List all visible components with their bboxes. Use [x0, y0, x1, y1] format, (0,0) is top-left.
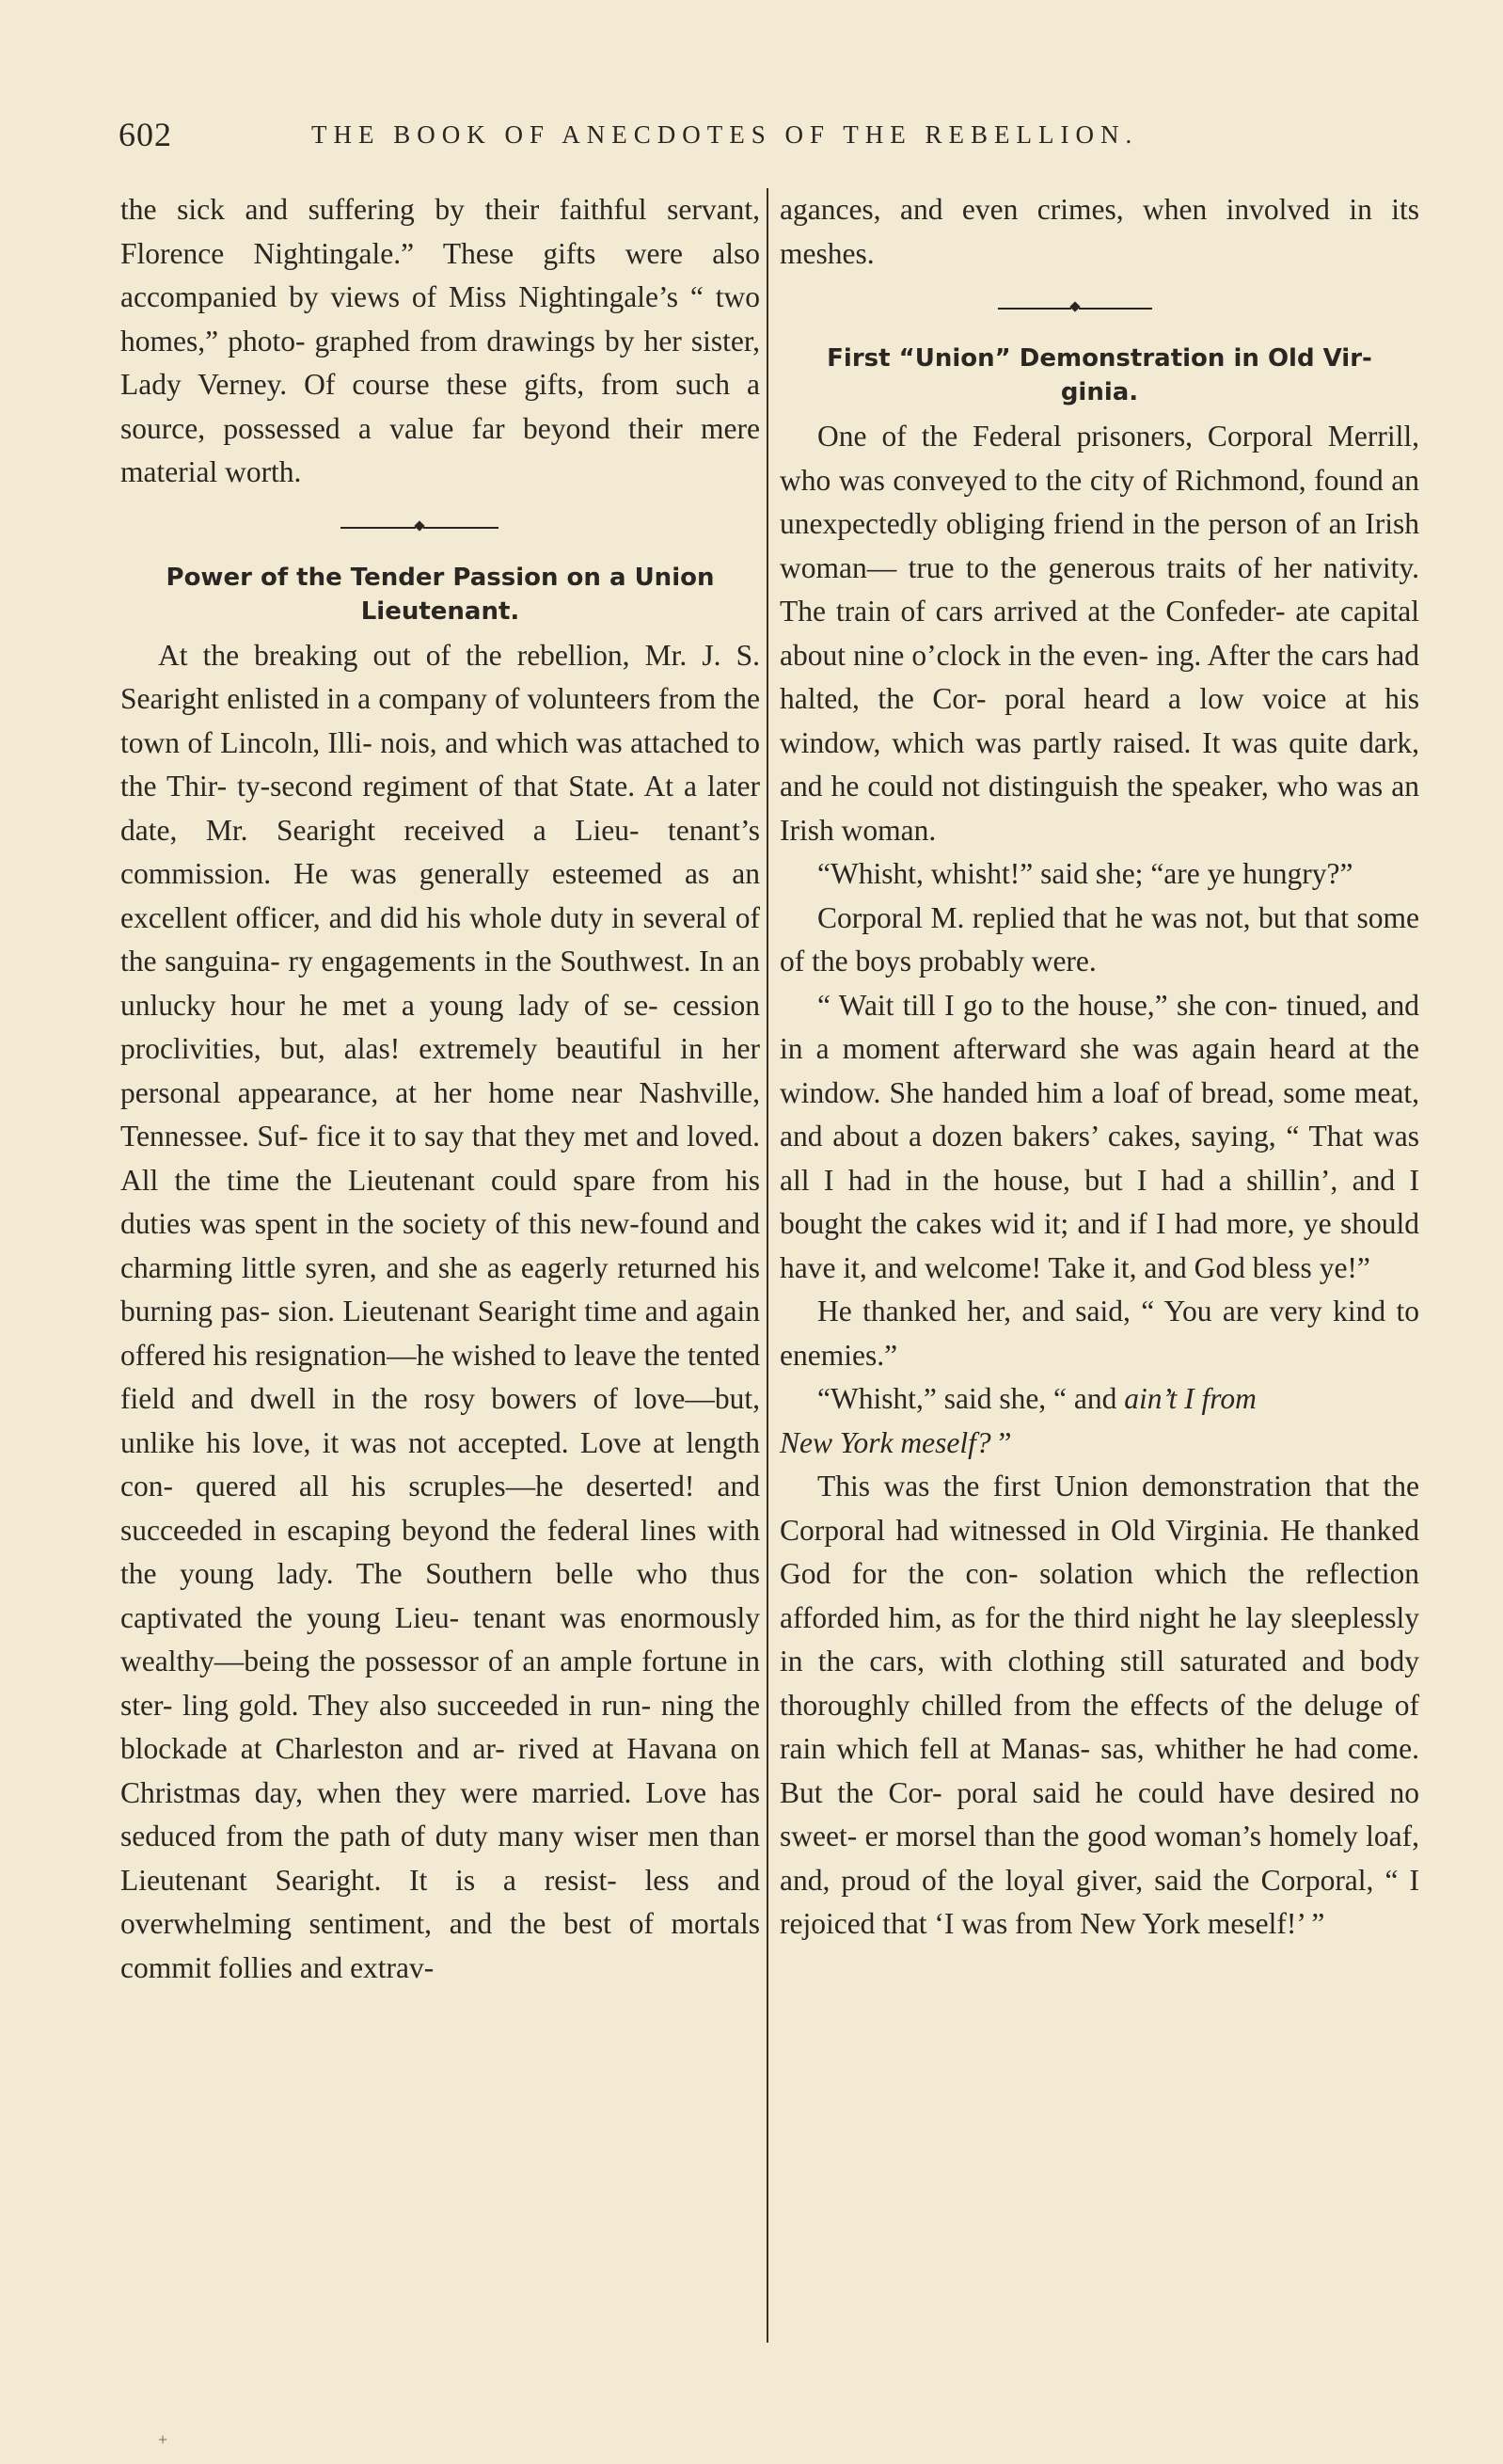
text-line: of the deluge of rain which fell at Manas- [780, 1688, 1419, 1765]
left-column [120, 188, 760, 1990]
page-number: 602 [119, 116, 172, 153]
text-line: volunteers from the town of Lincoln, Illi- [120, 682, 761, 759]
paragraph [780, 1465, 1419, 1947]
text-line: “ Wait till I go to the house,” she con- [817, 988, 1278, 1022]
text-line: her home near Nashville, Tennessee. Suf- [120, 1075, 761, 1153]
text-line: One of the Federal prisoners, Corporal [817, 420, 1313, 453]
text-line: cession proclivities, but, alas! extremely [120, 988, 761, 1065]
text-line: ning the blockade at Charleston and ar- [120, 1688, 761, 1765]
running-head: THE BOOK OF ANECDOTES OF THE REBELLION. [311, 120, 1139, 149]
text-line: ling gold. They also succeeded in run- [182, 1688, 652, 1722]
text-line: fice it to say that they met and loved. All [120, 1120, 761, 1197]
text-line: Corporal, “ I rejoiced that ‘I was from New [780, 1863, 1419, 1940]
paragraph [120, 188, 760, 495]
paragraph [120, 634, 760, 1991]
text-line: later date, Mr. Searight received a Lieu- [120, 770, 761, 847]
text-run: ” [990, 1425, 1012, 1459]
text-line: offered his resignation—he wished to leave [120, 1338, 637, 1372]
text-line: “Whisht, whisht!” said she; “are ye [817, 857, 1236, 890]
text-line: esteemed as an excellent officer, and did [120, 857, 760, 934]
text-line: was not accepted. Love at length con- [120, 1425, 761, 1502]
text-line: the tented field and dwell in the rosy [120, 1338, 761, 1415]
heading-line: First “Union” Demonstration in Old Vir- [827, 344, 1372, 373]
anecdote-heading [780, 342, 1419, 409]
text-line: quered all his scruples—he deserted! and [196, 1470, 760, 1502]
text-line: lines with the young lady. The Southern [120, 1513, 761, 1590]
text-line: Miss Nightingale’s “ two homes,” photo- [120, 280, 761, 358]
text-line: The train of cars arrived at the Confeder- [780, 595, 1286, 628]
text-line: ty-second regiment of that State. At a [237, 770, 697, 803]
text-line: unlucky hour he met a young lady of se- [120, 988, 658, 1022]
text-line: poral said he could have desired no sweet- [780, 1775, 1420, 1852]
text-line: was again heard at the window. She [780, 1032, 1420, 1109]
text-line: in its meshes. [780, 193, 1420, 270]
heading-line: Power of the Tender Passion on a Union [166, 563, 715, 592]
text-line: Verney. Of course these gifts, from such [198, 368, 731, 401]
text-line: beautiful in her personal appearance, at [120, 1032, 760, 1109]
text-line: his duties was spent in the society of this [120, 1163, 761, 1240]
paragraph [780, 984, 1419, 1291]
stray-print-mark: + [158, 2430, 168, 2449]
text-line: handed him a loaf of bread, some meat, [942, 1075, 1420, 1109]
section-ornament [120, 495, 760, 561]
anecdote-heading [120, 561, 760, 628]
text-line: his whole duty in several of the sanguina- [120, 900, 761, 978]
paragraph [780, 188, 1419, 276]
text-line: nois, and which was attached to the Thir- [120, 725, 761, 803]
text-line: the possessor of an ample fortune in ster- [120, 1645, 761, 1722]
text-line: “ That was all I had in the house, but I [780, 1120, 1420, 1197]
text-line: er morsel than the good woman’s homely [864, 1820, 1358, 1852]
text-line: sas, whither he had come. But the Cor- [780, 1732, 1419, 1809]
text-line: the sick and suffering by their faithful [120, 193, 647, 226]
text-line: bowers of love—but, unlike his love, it [120, 1382, 760, 1459]
text-line: that the Corporal had witnessed in Old [780, 1470, 1420, 1547]
text-line: which was partly raised. It was quite [892, 725, 1349, 759]
text-line: and welcome! Take it, and God bless [874, 1250, 1312, 1284]
text-line: At the breaking out of the rebellion, [158, 638, 630, 672]
text-line: as for the third night he lay sleeplessly in [780, 1600, 1420, 1677]
column-divider [767, 188, 768, 2343]
text-run: “Whisht,” said she, “ and [817, 1382, 1125, 1415]
text-line: servant, Florence Nightingale.” These [120, 193, 760, 270]
paragraph [780, 897, 1419, 984]
text-line: from the path of duty many wiser men [226, 1820, 700, 1852]
paragraph [780, 852, 1419, 897]
text-line: Richmond, found an unexpectedly obliging [780, 463, 1420, 540]
paragraph [780, 1377, 1419, 1465]
section-ornament [780, 276, 1419, 342]
text-line: tenant was enormously wealthy—being [120, 1600, 760, 1677]
text-line: true to the generous traits of her nativity. [908, 550, 1419, 584]
text-line: solation which the reflection afforded him, [780, 1557, 1419, 1634]
text-line: Mr. J. S. Searight enlisted in a company of [120, 638, 760, 715]
text-line: and about a dozen bakers’ cakes, saying, [780, 1120, 1276, 1153]
text-line: Corporal M. replied that he was not, but [817, 900, 1297, 934]
text-line: a source, possessed a value far beyond [120, 368, 761, 445]
text-line: body thoroughly chilled from the effects [780, 1645, 1420, 1722]
italic-text-run: ain’t I from [1124, 1382, 1257, 1415]
text-line: Virginia. He thanked God for the con- [780, 1513, 1419, 1590]
text-line: the time the Lieutenant could spare from [174, 1163, 710, 1197]
text-line: their mere material worth. [120, 411, 760, 488]
text-line: the cars, with clothing still saturated and [817, 1645, 1345, 1677]
heading-line: ginia. [1060, 378, 1139, 406]
text-line: tinued, and in a moment afterward she [780, 988, 1420, 1065]
text-line: graphed from drawings by her sister, Lady [120, 324, 760, 401]
page-header [119, 115, 1238, 164]
text-line: sion. Lieutenant Searight time and again [277, 1295, 760, 1327]
text-line: York meself!’ ” [1142, 1907, 1325, 1940]
italic-text-run: New York meself? [780, 1425, 991, 1459]
text-line: they were married. Love has seduced [120, 1775, 761, 1852]
text-line: friend in the person of an Irish woman— [780, 507, 1420, 584]
text-line: dark, and he could not distinguish the [780, 725, 1420, 803]
text-line: ry engagements in the Southwest. In an [288, 945, 760, 978]
text-line: ye!” [1319, 1250, 1370, 1284]
text-line: new-found and charming little syren, and [120, 1207, 760, 1284]
text-line: ing. After the cars had halted, the Cor- [780, 638, 1420, 715]
text-line: gifts were also accompanied by views of [120, 236, 760, 313]
heading-line: Lieutenant. [360, 596, 520, 626]
text-line: agances, and even crimes, when involved [780, 193, 1330, 226]
text-line: He thanked her, and said, “ You are [817, 1295, 1259, 1327]
text-line: belle who thus captivated the young Lieu- [120, 1557, 760, 1634]
text-line: Merrill, who was conveyed to the city of [780, 420, 1419, 497]
text-line: hungry?” [1242, 857, 1353, 890]
text-line: best of mortals commit follies and extrav- [120, 1907, 761, 1984]
text-line: succeeded in escaping beyond the federal [120, 1513, 630, 1547]
right-column [780, 188, 1419, 1947]
text-line: rived at Havana on Christmas day, when [120, 1732, 760, 1809]
text-line: This was the first Union demonstration [817, 1470, 1312, 1502]
paragraph [780, 415, 1419, 852]
paragraph [780, 1290, 1419, 1377]
text-line: speaker, who was an Irish woman. [780, 770, 1419, 847]
text-line: poral heard a low voice at his window, [780, 682, 1419, 759]
text-line: had a shillin’, and I bought the cakes wid [780, 1163, 1419, 1240]
text-line: ate capital about nine o’clock in the even- [780, 595, 1419, 672]
text-line: she as eagerly returned his burning pas- [120, 1250, 761, 1327]
text-line: it; and if I had more, ye should have it, [780, 1207, 1420, 1284]
text-line: very kind to enemies.” [780, 1295, 1419, 1372]
text-line: that some of the boys probably were. [780, 900, 1419, 978]
text-line: than Lieutenant Searight. It is a resist- [120, 1820, 761, 1897]
text-line: less and overwhelming sentiment, and the [120, 1863, 761, 1940]
text-line: tenant’s commission. He was generally [120, 813, 761, 890]
text-line: loaf, and, proud of the loyal giver, said the [780, 1820, 1420, 1897]
